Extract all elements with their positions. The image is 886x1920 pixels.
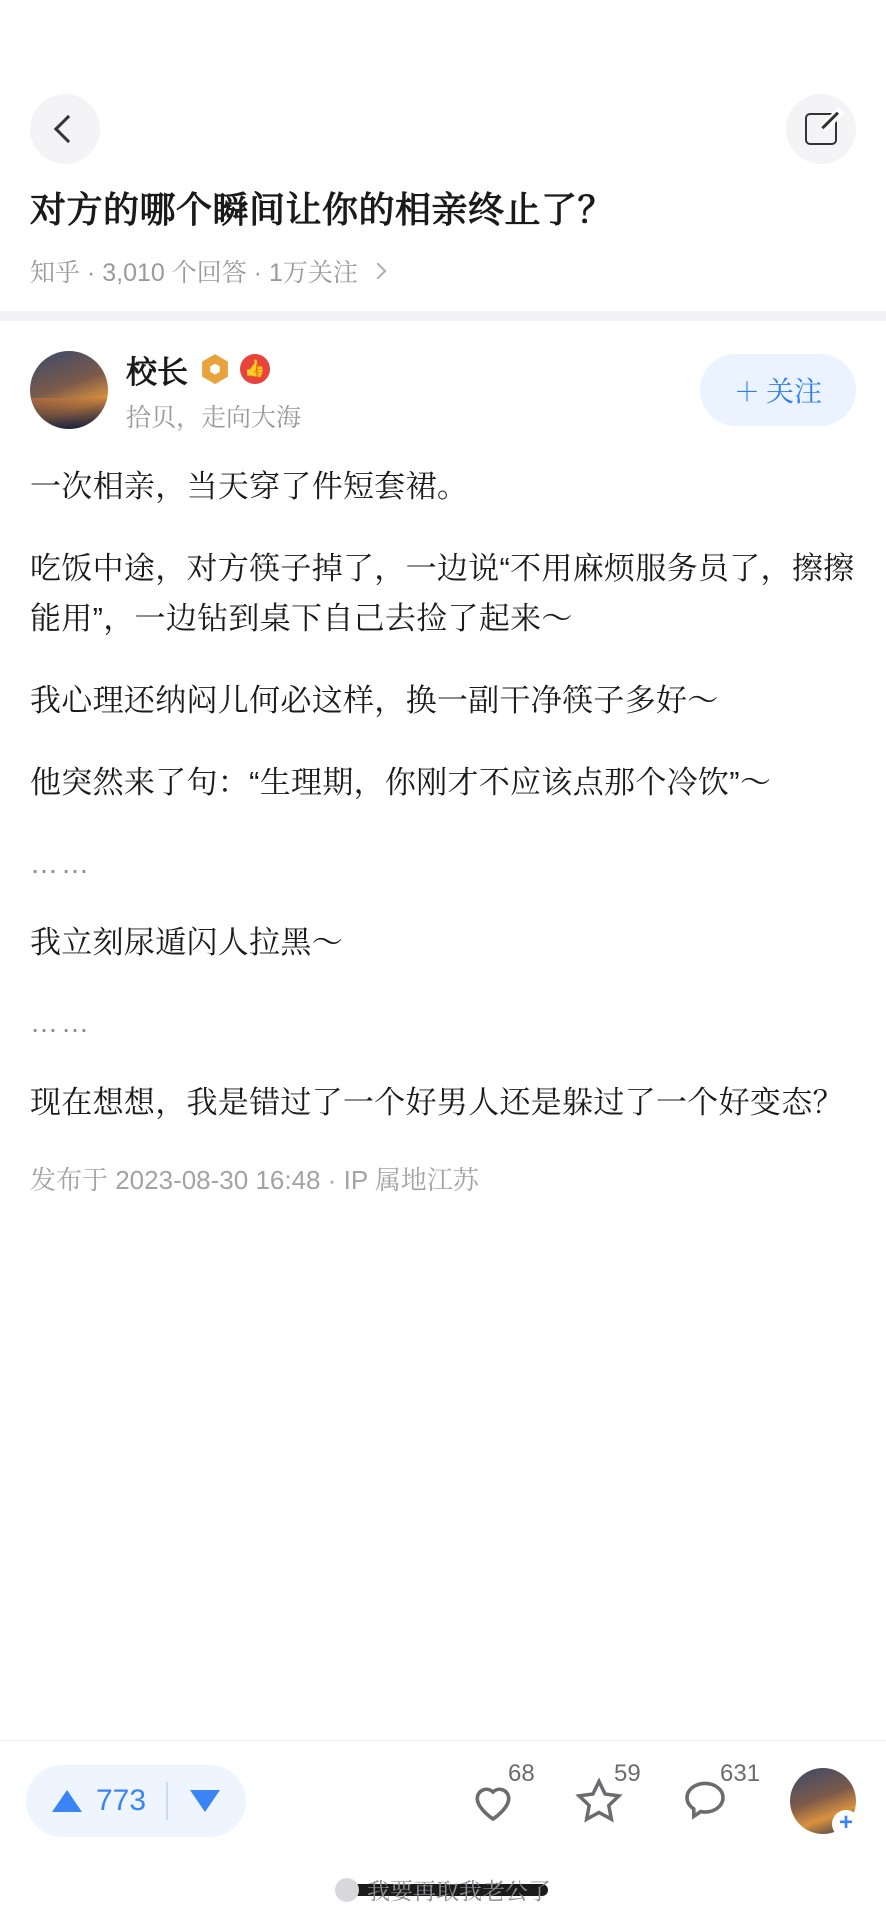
author-bio: 拾贝，走向大海 [126, 403, 302, 432]
answer-paragraph: 我立刻尿遁闪人拉黑～ [30, 925, 343, 961]
favorite-button[interactable] [568, 1759, 641, 1832]
question-meta[interactable] [30, 253, 856, 289]
action-group [462, 1759, 856, 1836]
author-name-row [126, 347, 700, 392]
like-button[interactable] [462, 1759, 535, 1832]
author-info [126, 347, 700, 434]
footer-bar [0, 1860, 886, 1920]
like-count: 68 [508, 1759, 535, 1787]
author-block [0, 321, 886, 444]
author-name[interactable]: 校长 [126, 354, 188, 390]
watermark-text: 我要再取我老公了 [367, 1878, 551, 1904]
back-button[interactable] [30, 94, 100, 164]
publish-info: 发布于 2023-08-30 16:48 · IP 属地江苏 [30, 1164, 479, 1195]
answer-paragraph: …… [30, 1007, 92, 1039]
chevron-right-icon [369, 262, 386, 279]
page-title: 对方的哪个瞬间让你的相亲终止了？ [30, 189, 615, 230]
triangle-up-icon[interactable] [52, 1790, 82, 1812]
answer-paragraph: 我心理还纳闷儿何必这样，换一副干净筷子多好～ [30, 683, 719, 719]
comment-count: 631 [720, 1759, 761, 1787]
answer-body [0, 444, 886, 1920]
vote-separator [166, 1782, 168, 1820]
question-meta-text: 知乎 · 3,010 个回答 · 1万关注 [30, 258, 358, 287]
gold-badge-icon [200, 354, 230, 384]
user-avatar[interactable] [790, 1768, 856, 1834]
header-toolbar [30, 86, 856, 172]
compose-icon [805, 113, 837, 145]
avatar[interactable] [30, 351, 108, 429]
favorite-count: 59 [614, 1759, 641, 1787]
follow-label: 关注 [765, 376, 822, 408]
page-header [0, 72, 886, 311]
comment-button[interactable] [674, 1759, 761, 1832]
weibo-icon [335, 1878, 359, 1902]
section-divider [0, 311, 886, 321]
answer-paragraph: …… [30, 847, 92, 879]
upvote-count: 773 [96, 1783, 147, 1817]
follow-button[interactable] [700, 354, 856, 426]
plus-icon: ＋ [733, 376, 760, 407]
answer-paragraph: 吃饭中途，对方筷子掉了，一边说“不用麻烦服务员了，擦擦能用”，一边钻到桌下自己去捡了起来～ [30, 550, 855, 637]
thumb-badge-icon: 👍 [240, 354, 270, 384]
answer-paragraph: 一次相亲，当天穿了件短套裙。 [30, 468, 469, 504]
triangle-down-icon[interactable] [190, 1790, 220, 1812]
vote-control[interactable] [26, 1765, 246, 1837]
answer-paragraph: 现在想想，我是错过了一个好男人还是躲过了一个好变态？ [30, 1084, 844, 1120]
watermark [335, 1873, 551, 1906]
answer-paragraph: 他突然来了句：“生理期，你刚才不应该点那个冷饮”～ [30, 765, 772, 801]
bottom-action-bar [0, 1740, 886, 1860]
avatar-plus-badge: + [832, 1810, 860, 1838]
status-bar [0, 0, 886, 72]
chevron-left-icon [54, 115, 82, 143]
compose-button[interactable] [786, 94, 856, 164]
